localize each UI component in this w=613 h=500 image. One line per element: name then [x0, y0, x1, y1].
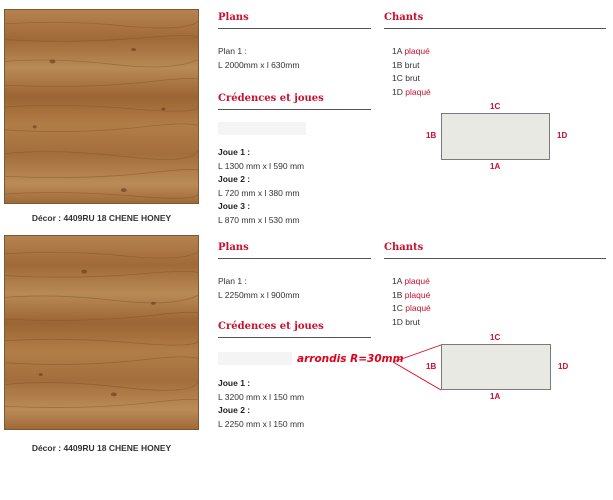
chants-heading: Chants: [384, 12, 424, 23]
chant-item: 1C plaqué: [392, 303, 431, 313]
plan-dims: L 2000mm x l 630mm: [218, 59, 300, 70]
chant-item: 1C brut: [392, 73, 420, 83]
joue-dims: L 1300 mm x l 590 mm: [218, 160, 305, 171]
chant-item: 1D plaqué: [392, 86, 431, 97]
edge-label-left: 1B: [426, 362, 437, 371]
chant-item: 1D brut: [392, 316, 420, 327]
edge-label-top: 1C: [490, 333, 501, 342]
joue-label: Joue 3 :: [218, 201, 251, 211]
decor-caption: Décor : 4409RU 18 CHENE HONEY: [31, 213, 172, 223]
chant-item: 1A plaqué: [392, 46, 430, 56]
joue-label: Joue 2 :: [218, 174, 251, 184]
chant-item: 1A plaqué: [392, 276, 430, 286]
joue-dims: L 870 mm x l 530 mm: [218, 214, 300, 225]
plan-dims: L 2250mm x l 900mm: [218, 289, 300, 300]
panel-shape: [441, 344, 551, 390]
edge-label-right: 1D: [557, 131, 568, 140]
rounded-corner-annotation: arrondis R=30mm: [297, 353, 404, 365]
plan-label: Plan 1 :: [218, 46, 247, 56]
edge-label-right: 1D: [558, 362, 569, 371]
joue-label: Joue 2 :: [218, 405, 251, 415]
joue-label: Joue 1 :: [218, 378, 251, 388]
chants-heading: Chants: [384, 242, 424, 253]
joue-label: Joue 1 :: [218, 147, 251, 157]
chant-item: 1B brut: [392, 59, 420, 70]
plans-heading: Plans: [218, 242, 249, 253]
joue-dims: L 3200 mm x l 150 mm: [218, 391, 305, 402]
credences-heading: Crédences et joues: [218, 321, 324, 332]
edge-label-bottom: 1A: [490, 392, 501, 401]
edge-label-bottom: 1A: [490, 162, 501, 171]
edge-label-top: 1C: [490, 102, 501, 111]
joue-dims: L 720 mm x l 380 mm: [218, 187, 300, 198]
plan-label: Plan 1 :: [218, 276, 247, 286]
joue-dims: L 2250 mm x l 150 mm: [218, 418, 305, 429]
credences-heading: Crédences et joues: [218, 93, 324, 104]
chant-item: 1B plaqué: [392, 289, 431, 300]
plans-heading: Plans: [218, 12, 249, 23]
decor-caption: Décor : 4409RU 18 CHENE HONEY: [31, 443, 172, 453]
edge-label-left: 1B: [426, 131, 437, 140]
